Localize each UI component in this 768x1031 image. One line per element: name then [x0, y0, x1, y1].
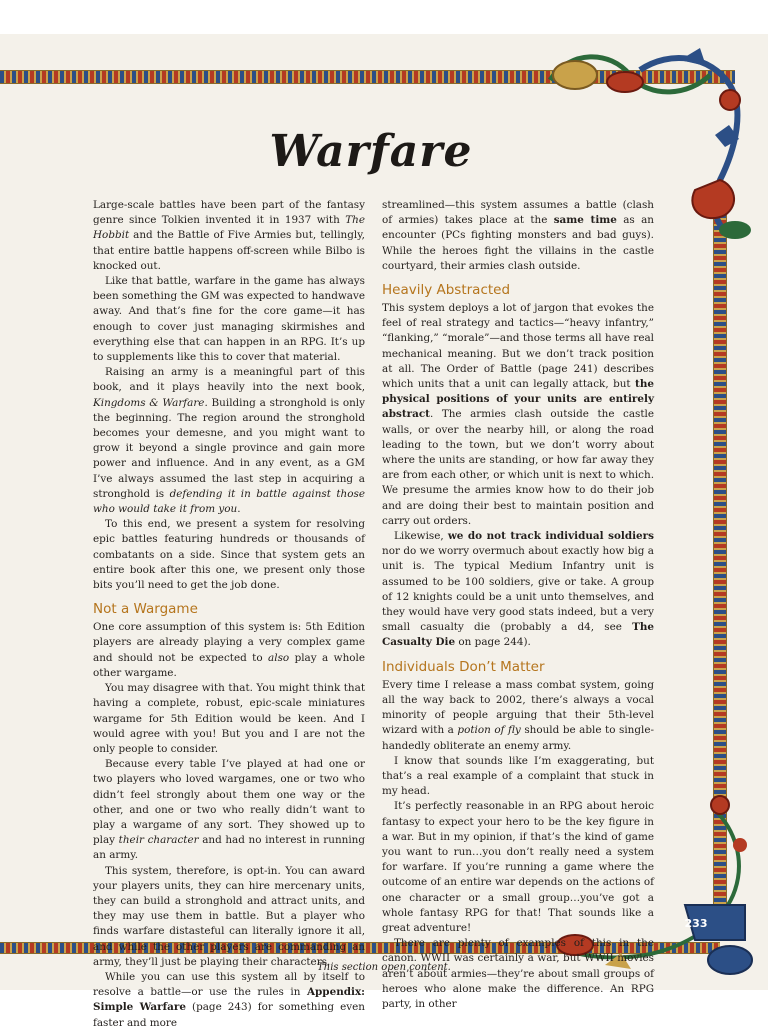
paragraph: While you can use this system all by itself to resolve a battle—or use the rules in Appendix: Simple Warfare (page 243) for something even faster and more [93, 970, 365, 1029]
paragraph: You may disagree with that. You might think that having a complete, robust, epic-scale miniatures wargame for 5th Edition would be keen. And I would agree with you! But you and I are not the only people to consider. [93, 682, 365, 755]
footer-note: This section open content. [317, 962, 451, 973]
paragraph: streamlined—this system assumes a battle (clash of armies) takes place at the same time as an encounter (PCs fighting monsters and bad guys). While the heroes fight the villains in the castle courtyard, their armies clash outside. [382, 199, 654, 272]
paragraph: Because every table I’ve played at had one or two players who loved wargames, one or two who didn’t feel strongly about them one way or the other, and one or two who really didn’t want to play a wargame of any sort. They showed up to play their character and had no interest in running an army. [93, 758, 366, 862]
paragraph: This system deploys a lot of jargon that evokes the feel of real strategy and tactics—“heavy infantry,” “flanking,” “morale”—and those terms all have real mechanical meaning. But we don’t track position at all. The Order of Battle (page 241) describes which units that a unit can legally attack, but the physical positions of your units are entirely abstract. The armies clash outside the castle walls, or over the nearby hill, or along the road leading to the town, but we don’t worry about where the units are standing, or how far away they are from each other, or which unit is next to which. We presume the armies know how to do their job and are doing their best to maintain position and carry out orders. [382, 302, 654, 527]
paragraph: To this end, we present a system for resolving epic battles featuring hundreds or thousands of combatants on a side. Since that system gets an entire book after this one, we present only those bits you’ll need to get the job done. [93, 518, 365, 592]
paragraph: Large-scale battles have been part of the fantasy genre since Tolkien invented it in 1937 with The Hobbit and the Battle of Five Armies but, tellingly, that entire battle happens off-screen while Bilbo is knocked out. [93, 199, 365, 272]
page-number: 233 [684, 917, 708, 930]
paragraph: Raising an army is a meaningful part of this book, and it plays heavily into the next book, Kingdoms & Warfare. Building a stronghold is only the beginning. The region around the stronghold becomes your demesne, and you might want to grow it beyond a single province and gain more power and influence. And in any event, as a GM I’ve always assumed the last step in acquiring a stronghold is defending it in battle against those who would take it from you. [93, 366, 365, 516]
paragraph: It’s perfectly reasonable in an RPG about heroic fantasy to expect your hero to be the key figure in a war. But in my opinion, if that’s the kind of game you want to run…you don’t really need a system for warfare. If you’re running a game where the outcome of an entire war depends on the actions of one character or a small group…you’ve got a whole fantasy RPG for that! That sounds like a great adventure! [382, 800, 654, 934]
section-heading: Heavily Abstracted [382, 282, 511, 299]
paragraph: There are plenty of examples of this in the canon. WWII was certainly a war, but WWII movies aren’t about armies—they’re about small groups of heroes who alone make the difference. An RPG party, in other [382, 937, 654, 1010]
section-heading: Individuals Don’t Matter [382, 658, 545, 675]
paragraph: Likewise, we do not track individual soldiers nor do we worry overmuch about exactly how big a unit is. The typical Medium Infantry unit is assumed to be 100 soldiers, give or take. A group of 12 knights could be a unit unto themselves, and they would have very good stats indeed, but a very small casualty die (probably a d4, see The Casualty Die on page 244). [382, 530, 654, 649]
right-column [382, 198, 654, 1012]
paragraph: This system, therefore, is opt-in. You can award your players units, they can hire mercenary units, they can build a stronghold and attract units, and they may use them in battle. But a player who finds warfare distasteful can literally ignore it all, and while the other players are commanding an army, they’ll just be playing their characters. [93, 864, 365, 968]
section-heading: Not a Wargame [93, 601, 198, 618]
paragraph: I know that sounds like I’m exaggerating, but that’s a real example of a complaint that stuck in my head. [382, 754, 654, 798]
page-title: Warfare [269, 126, 473, 177]
paragraph: Like that battle, warfare in the game has always been something the GM was expected to handwave away. And that’s fine for the core game—it has enough to cover just managing skirmishes and everything else that can happen in an RPG. It’s up to supplements like this to cover that material. [93, 275, 365, 364]
paragraph: One core assumption of this system is: 5th Edition players are already playing a very complex game and should not be expected to also play a whole other wargame. [93, 621, 365, 679]
paragraph: Every time I release a mass combat system, going all the way back to 2002, there’s always a vocal minority of people arguing that their 5th-level wizard with a potion of fly should be able to single-handedly obliterate an enemy army. [382, 678, 654, 752]
left-column [93, 198, 365, 1031]
